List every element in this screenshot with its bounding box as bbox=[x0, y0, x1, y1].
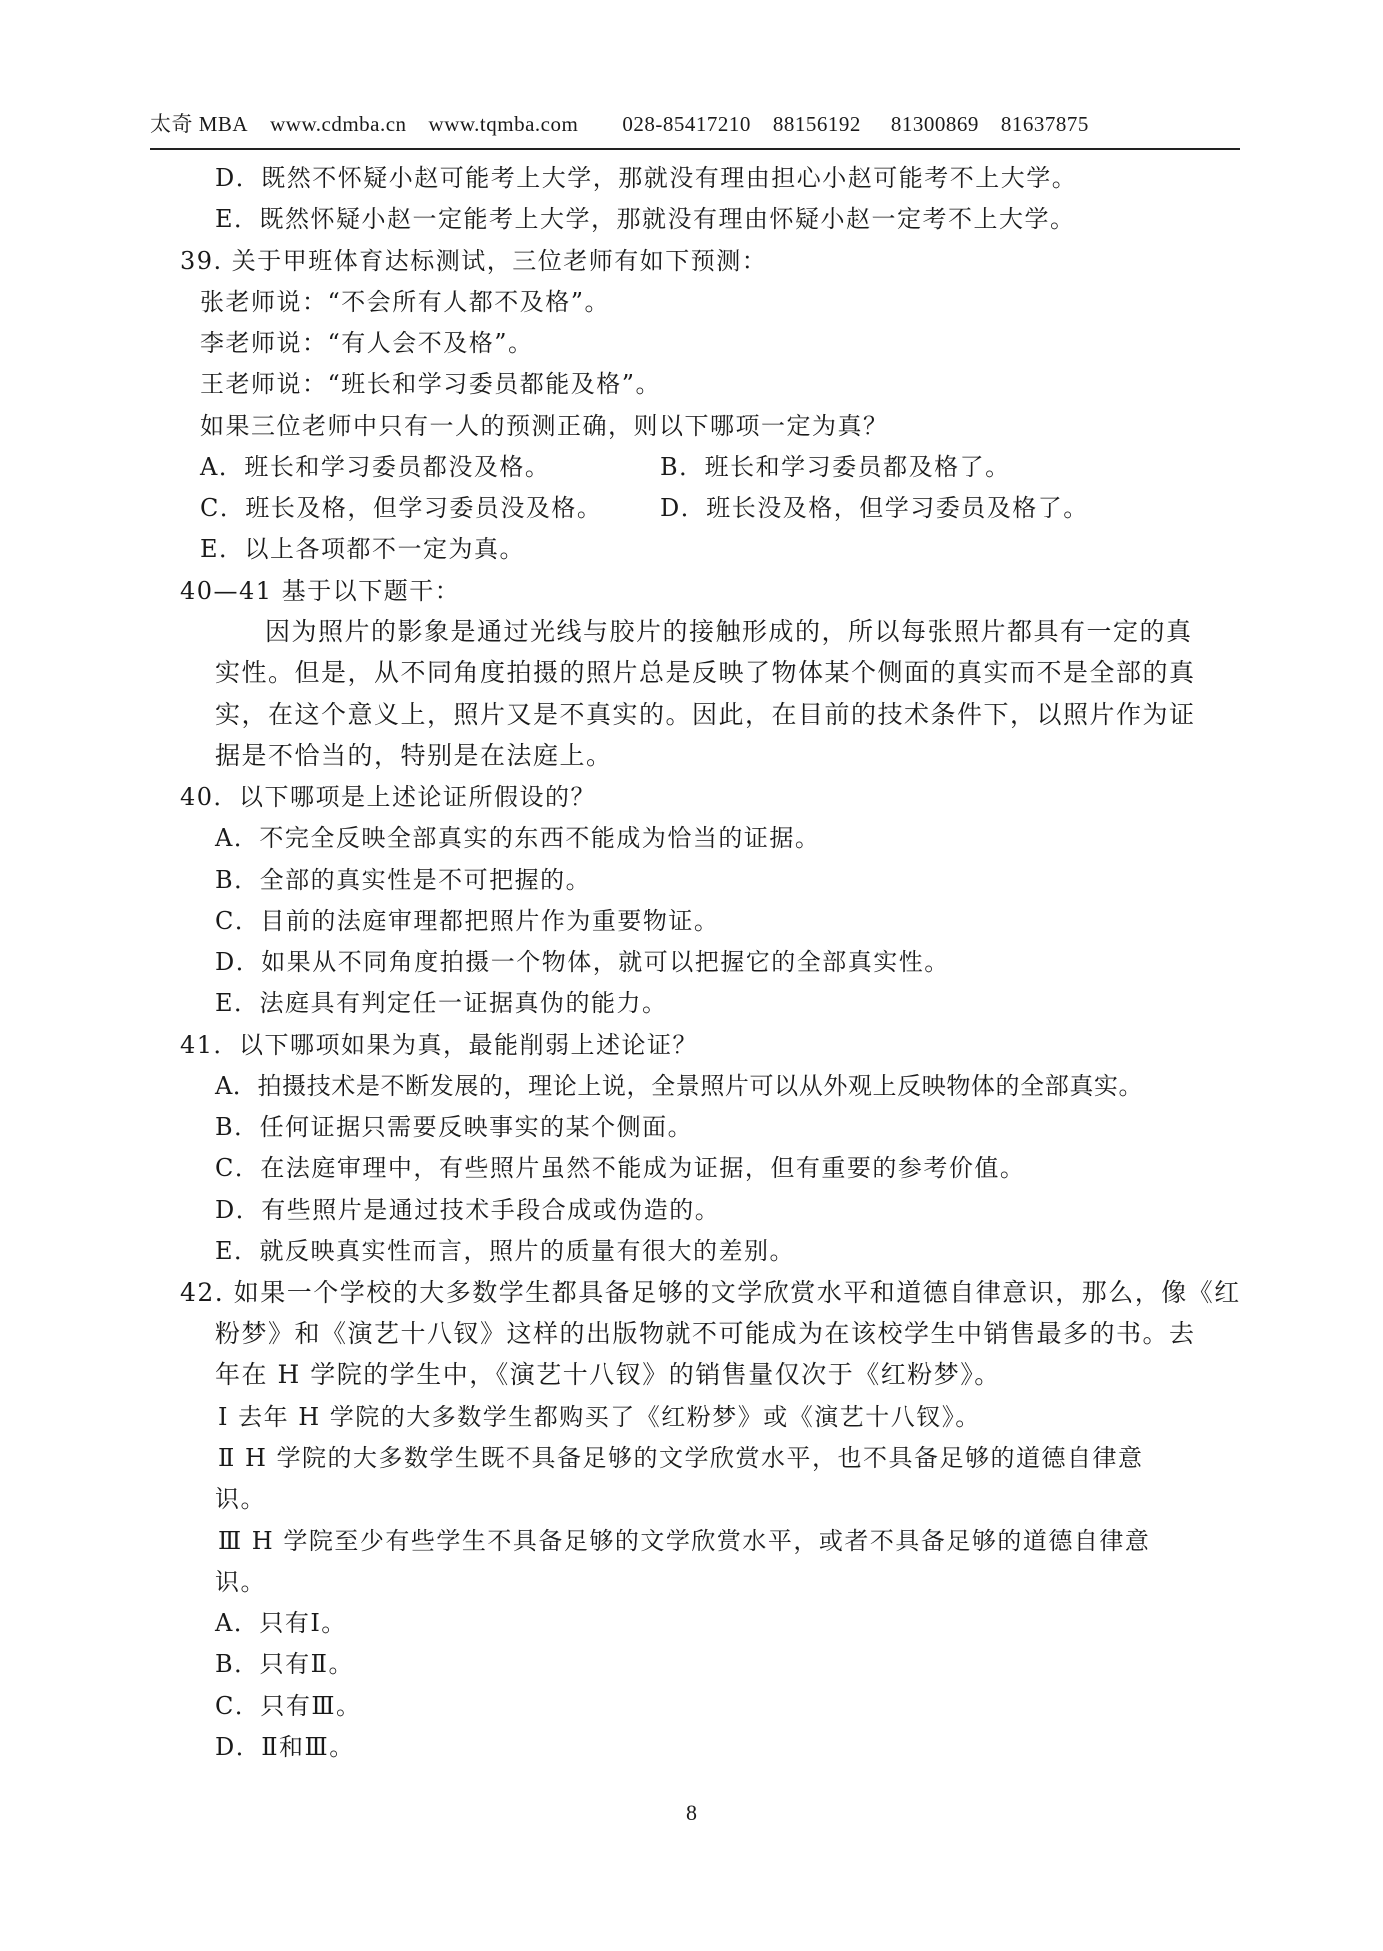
q38-option-e: E．既然怀疑小赵一定能考上大学，那就没有理由怀疑小赵一定考不上大学。 bbox=[215, 205, 1076, 233]
header-phone-1: 028-85417210 bbox=[622, 112, 751, 136]
q39-option-b: B．班长和学习委员都及格了。 bbox=[660, 453, 1011, 481]
q40-41-passage-line-1: 因为照片的影象是通过光线与胶片的接触形成的，所以每张照片都具有一定的真 bbox=[265, 617, 1193, 646]
q40-option-b: B．全部的真实性是不可把握的。 bbox=[215, 866, 592, 894]
q42-option-b: B．只有Ⅱ。 bbox=[215, 1650, 354, 1678]
header-phone-3: 81300869 bbox=[890, 112, 979, 136]
q39-option-d: D．班长没及格，但学习委员及格了。 bbox=[660, 494, 1089, 522]
page-header bbox=[150, 108, 1240, 138]
q41-option-c: C．在法庭审理中，有些照片虽然不能成为证据，但有重要的参考价值。 bbox=[215, 1154, 1026, 1182]
q40-41-intro: 40—41 基于以下题干： bbox=[180, 577, 461, 605]
q42-statement-1: Ⅰ 去年 H 学院的大多数学生都购买了《红粉梦》或《演艺十八钗》。 bbox=[218, 1403, 981, 1431]
q42-statement-3-line-2: 识。 bbox=[215, 1568, 266, 1596]
q38-option-d: D．既然不怀疑小赵可能考上大学，那就没有理由担心小赵可能考不上大学。 bbox=[215, 164, 1078, 192]
q39-zhang: 张老师说：“不会所有人都不及格”。 bbox=[200, 288, 611, 316]
page-number: 8 bbox=[686, 1800, 697, 1825]
q41-option-b: B．任何证据只需要反映事实的某个侧面。 bbox=[215, 1113, 694, 1141]
q40-option-d: D．如果从不同角度拍摄一个物体，就可以把握它的全部真实性。 bbox=[215, 948, 950, 976]
q42-stem-line-2: 粉梦》和《演艺十八钗》这样的出版物就不可能成为在该校学生中销售最多的书。去 bbox=[215, 1319, 1196, 1348]
q42-statement-3-line-1: Ⅲ H 学院至少有些学生不具备足够的文学欣赏水平，或者不具备足够的道德自律意 bbox=[218, 1527, 1151, 1555]
q41-option-e: E．就反映真实性而言，照片的质量有很大的差别。 bbox=[215, 1237, 796, 1265]
q39-option-e: E．以上各项都不一定为真。 bbox=[200, 535, 526, 563]
q42-statement-2-line-2: 识。 bbox=[215, 1485, 266, 1513]
q42-option-a: A．只有Ⅰ。 bbox=[215, 1609, 347, 1637]
q42-option-d: D．Ⅱ和Ⅲ。 bbox=[215, 1733, 355, 1761]
q39-option-a: A．班长和学习委员都没及格。 bbox=[200, 453, 551, 481]
q39-wang: 王老师说：“班长和学习委员都能及格”。 bbox=[200, 370, 662, 398]
q39-option-c: C．班长及格，但学习委员没及格。 bbox=[200, 494, 603, 522]
q41-stem: 41．以下哪项如果为真，最能削弱上述论证？ bbox=[180, 1031, 699, 1059]
header-phone-4: 81637875 bbox=[1000, 112, 1089, 136]
q40-option-e: E．法庭具有判定任一证据真伪的能力。 bbox=[215, 989, 668, 1017]
header-phone-2: 88156192 bbox=[772, 112, 861, 136]
header-brand: 太奇 MBA bbox=[150, 112, 249, 136]
q40-41-passage-line-3: 实，在这个意义上，照片又是不真实的。因此，在目前的技术条件下，以照片作为证 bbox=[215, 700, 1196, 729]
header-site-cdmba: www.cdmba.cn bbox=[270, 112, 407, 136]
q39-li: 李老师说：“有人会不及格”。 bbox=[200, 329, 534, 357]
header-rule bbox=[150, 148, 1240, 150]
q39-stem: 39. 关于甲班体育达标测试，三位老师有如下预测： bbox=[180, 247, 768, 275]
q40-option-c: C．目前的法庭审理都把照片作为重要物证。 bbox=[215, 907, 720, 935]
header-site-tqmba: www.tqmba.com bbox=[428, 112, 579, 136]
q41-option-a: A．拍摄技术是不断发展的，理论上说，全景照片可以从外观上反映物体的全部真实。 bbox=[215, 1072, 1144, 1100]
q42-option-c: C．只有Ⅲ。 bbox=[215, 1692, 362, 1720]
q40-41-passage-line-4: 据是不恰当的，特别是在法庭上。 bbox=[215, 741, 613, 770]
q42-statement-2-line-1: Ⅱ H 学院的大多数学生既不具备足够的文学欣赏水平，也不具备足够的道德自律意 bbox=[218, 1444, 1144, 1472]
q40-41-passage-line-2: 实性。但是，从不同角度拍摄的照片总是反映了物体某个侧面的真实而不是全部的真 bbox=[215, 658, 1196, 687]
q40-stem: 40．以下哪项是上述论证所假设的？ bbox=[180, 783, 597, 811]
q41-option-d: D．有些照片是通过技术手段合成或伪造的。 bbox=[215, 1196, 721, 1224]
q40-option-a: A．不完全反映全部真实的东西不能成为恰当的证据。 bbox=[215, 824, 821, 852]
q42-stem-line-3: 年在 H 学院的学生中，《演艺十八钗》的销售量仅次于《红粉梦》。 bbox=[215, 1360, 1001, 1389]
q39-question: 如果三位老师中只有一人的预测正确，则以下哪项一定为真？ bbox=[200, 412, 889, 440]
q42-stem-line-1: 42. 如果一个学校的大多数学生都具备足够的文学欣赏水平和道德自律意识，那么，像《红 bbox=[180, 1278, 1241, 1307]
